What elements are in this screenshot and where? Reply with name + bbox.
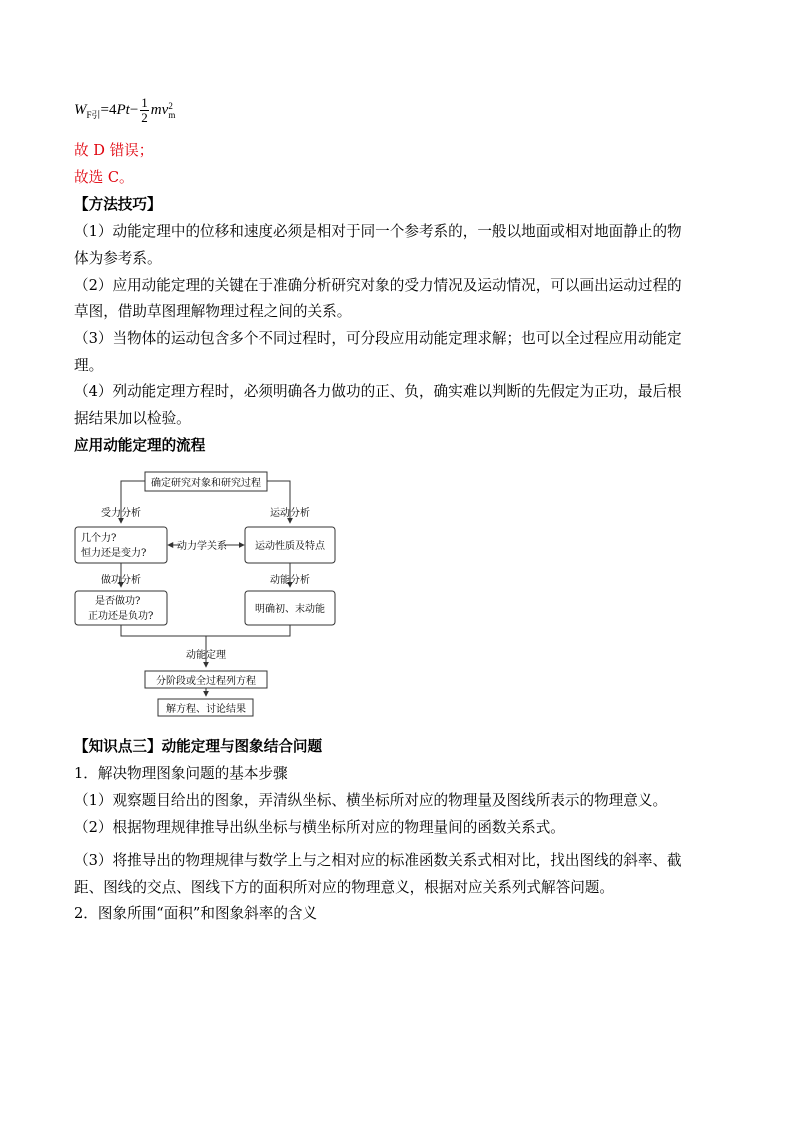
flow-theorem: 动能定理 xyxy=(186,650,226,661)
formula-fraction xyxy=(140,96,149,125)
formula-w: W xyxy=(74,101,87,118)
formula-vsub: m xyxy=(168,109,176,120)
flow-motion-analysis: 运动分析 xyxy=(270,508,310,519)
flow-force-q2: 恒力还是变力? xyxy=(81,548,147,559)
merge-line xyxy=(121,625,290,636)
flow-dyn-rel: 动力学关系 xyxy=(177,541,227,552)
formula-sup: 2 xyxy=(168,100,173,111)
kp-1c1: （3）将推导出的物理规律与数学上与之相对应的标准函数关系式相对比，找出图线的斜率、截 xyxy=(74,852,682,869)
flow-title: 应用动能定理的流程 xyxy=(74,437,206,454)
formula-m: m xyxy=(150,101,162,118)
flow-work-q1: 是否做功? xyxy=(95,596,141,607)
fraction-denominator: 2 xyxy=(141,110,148,125)
flow-work-analysis: 做功分析 xyxy=(101,575,141,586)
method-3b: 理。 xyxy=(74,357,104,374)
method-3a: （3）当物体的运动包含多个不同过程时，可分段应用动能定理求解；也可以全过程应用动能定 xyxy=(74,330,682,347)
formula-sub: F引 xyxy=(86,109,101,120)
flow-top-text: 确定研究对象和研究过程 xyxy=(151,478,261,489)
flow-force-analysis: 受力分析 xyxy=(101,508,141,519)
fraction-numerator: 1 xyxy=(141,95,148,110)
flow-force-q1: 几个力? xyxy=(81,533,117,544)
flow-ke-analysis: 动能分析 xyxy=(270,575,310,586)
method-4a: （4）列动能定理方程时，必须明确各力做功的正、负，确实难以判断的先假定为正功，最后根 xyxy=(74,383,682,400)
method-title: 【方法技巧】 xyxy=(74,196,162,213)
choose-c-line: 故选 C。 xyxy=(74,169,134,186)
method-4b: 据结果加以检验。 xyxy=(74,410,191,427)
work-formula xyxy=(74,96,175,136)
d-wrong-line: 故 D 错误； xyxy=(74,142,154,159)
formula-p: P xyxy=(116,101,126,118)
kp-1a: （1）观察题目给出的图象，弄清纵坐标、横坐标所对应的物理量及图线所表示的物理意义。 xyxy=(74,792,668,809)
formula-v: v xyxy=(161,101,169,118)
method-1a: （1）动能定理中的位移和速度必须是相对于同一个参考系的，一般以地面或相对地面静止的物 xyxy=(74,223,682,240)
flow-solve: 解方程、讨论结果 xyxy=(166,704,246,715)
flow-motion-props: 运动性质及特点 xyxy=(255,541,325,552)
method-2a: （2）应用动能定理的关键在于准确分析研究对象的受力情况及运动情况，可以画出运动过程的 xyxy=(74,277,682,294)
method-2b: 草图，借助草图理解物理过程之间的关系。 xyxy=(74,303,352,320)
flow-ke-box: 明确初、末动能 xyxy=(255,604,325,615)
kp-2: 2．图象所围“面积”和图象斜率的含义 xyxy=(74,905,318,922)
flow-work-q2: 正功还是负功? xyxy=(88,611,154,622)
formula-eq: =4 xyxy=(100,101,117,118)
formula-minus: − xyxy=(129,101,139,118)
flowchart xyxy=(60,466,350,722)
kp-1c2: 距、图线的交点、图线下方的面积所对应的物理意义，根据对应关系列式解答问题。 xyxy=(74,879,614,896)
kp-1: 1．解决物理图象问题的基本步骤 xyxy=(74,765,288,782)
formula-t: t xyxy=(125,101,130,118)
method-1b: 体为参考系。 xyxy=(74,250,162,267)
flow-segment: 分阶段或全过程列方程 xyxy=(156,676,256,687)
kp3-title: 【知识点三】动能定理与图象结合问题 xyxy=(74,738,323,755)
kp-1b: （2）根据物理规律推导出纵坐标与横坐标所对应的物理量间的函数关系式。 xyxy=(74,819,565,836)
